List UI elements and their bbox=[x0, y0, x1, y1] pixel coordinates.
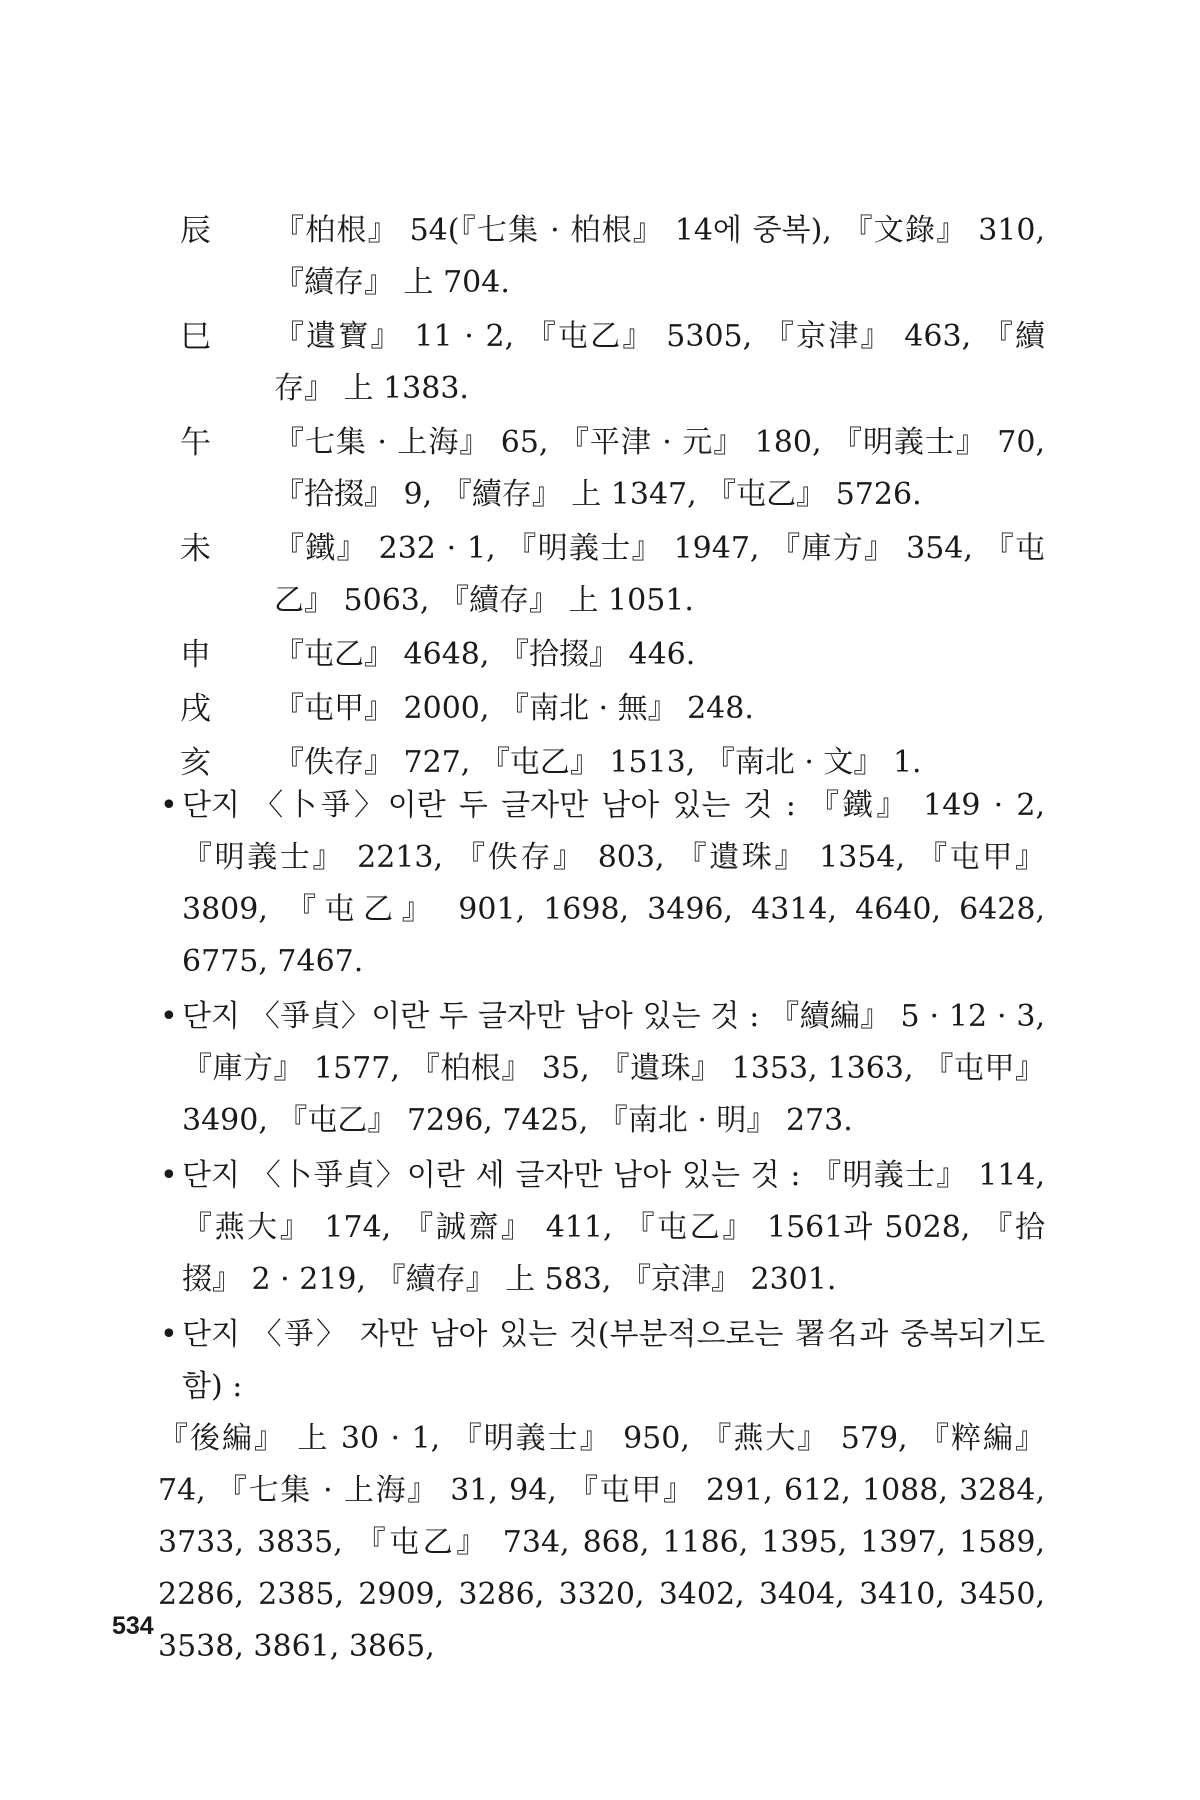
entry-si bbox=[180, 311, 1045, 415]
bullet-item bbox=[158, 1309, 1045, 1673]
entry-text: 『屯甲』 2000, 『南北 · 無』 248. bbox=[274, 691, 754, 726]
bullet-text: 단지 〈卜爭貞〉이란 세 글자만 남아 있는 것 : 『明義士』 114, 『燕大』 174, 『誠齋』 411, 『屯乙』 1561과 5028, 『拾掇』 2 · 219, 『續存』 上 583, 『京津』 2301. bbox=[182, 1158, 1045, 1297]
reference-list: 『後編』 上 30 · 1, 『明義士』 950, 『燕大』 579, 『粹編』 74, 『七集 · 上海』 31, 94, 『屯甲』 291, 612, 1088, 3284, 3733, 3835, 『屯乙』 734, 868, 1186, 1395, 1397, 1589, 2286, 2385, 2909, 3286, 3320, 3402, 3404, 3410, 3450, 3538, 3861, 3865, bbox=[158, 1421, 1045, 1664]
entry-text: 『七集 · 上海』 65, 『平津 · 元』 180, 『明義士』 70, 『拾掇』 9, 『續存』 上 1347, 『屯乙』 5726. bbox=[274, 425, 1045, 512]
bullet-text: 단지 〈卜爭〉이란 두 글자만 남아 있는 것 : 『鐵』 149 · 2, 『明義士』 2213, 『佚存』 803, 『遺珠』 1354, 『屯甲』 3809, 『屯乙』 901, 1698, 3496, 4314, 4640, 6428, 6775, 7467. bbox=[182, 788, 1045, 979]
entry-text: 『遺寶』 11 · 2, 『屯乙』 5305, 『京津』 463, 『續存』 上 1383. bbox=[274, 319, 1045, 406]
entry-key: 戌 bbox=[180, 691, 211, 727]
branch-entries bbox=[180, 205, 1045, 791]
bullet-dot: • bbox=[160, 1158, 178, 1193]
entry-key: 巳 bbox=[180, 319, 211, 355]
bullet-list bbox=[158, 780, 1045, 1676]
entry-text: 『鐵』 232 · 1, 『明義士』 1947, 『庫方』 354, 『屯乙』 5063, 『續存』 上 1051. bbox=[274, 531, 1045, 618]
entry-key: 未 bbox=[180, 531, 211, 567]
entry-text: 『屯乙』 4648, 『拾掇』 446. bbox=[274, 637, 696, 672]
bullet-dot: • bbox=[160, 1317, 178, 1352]
entry-chen bbox=[180, 205, 1045, 309]
bullet-dot: • bbox=[160, 788, 178, 823]
entry-key: 申 bbox=[180, 637, 211, 673]
entry-wu bbox=[180, 417, 1045, 521]
bullet-text: 단지 〈爭〉 자만 남아 있는 것(부분적으로는 署名과 중복되기도 함) : bbox=[182, 1317, 1045, 1404]
bullet-dot: • bbox=[160, 999, 178, 1034]
entry-key: 午 bbox=[180, 425, 211, 461]
page-number: 534 bbox=[112, 1612, 154, 1640]
bullet-item bbox=[158, 1150, 1045, 1306]
entry-text: 『佚存』 727, 『屯乙』 1513, 『南北 · 文』 1. bbox=[274, 745, 922, 780]
entry-xu bbox=[180, 683, 1045, 735]
bullet-item bbox=[158, 991, 1045, 1147]
entry-key: 辰 bbox=[180, 213, 211, 249]
entry-text: 『柏根』 54(『七集 · 柏根』 14에 중복), 『文錄』 310, 『續存』 上 704. bbox=[274, 213, 1045, 300]
entry-shen bbox=[180, 629, 1045, 681]
entry-wei bbox=[180, 523, 1045, 627]
bullet-text: 단지 〈爭貞〉이란 두 글자만 남아 있는 것 : 『續編』 5 · 12 · 3, 『庫方』 1577, 『柏根』 35, 『遺珠』 1353, 1363, 『屯甲』 3490, 『屯乙』 7296, 7425, 『南北 · 明』 273. bbox=[182, 999, 1045, 1138]
bullet-item bbox=[158, 780, 1045, 988]
entry-key: 亥 bbox=[180, 745, 211, 781]
